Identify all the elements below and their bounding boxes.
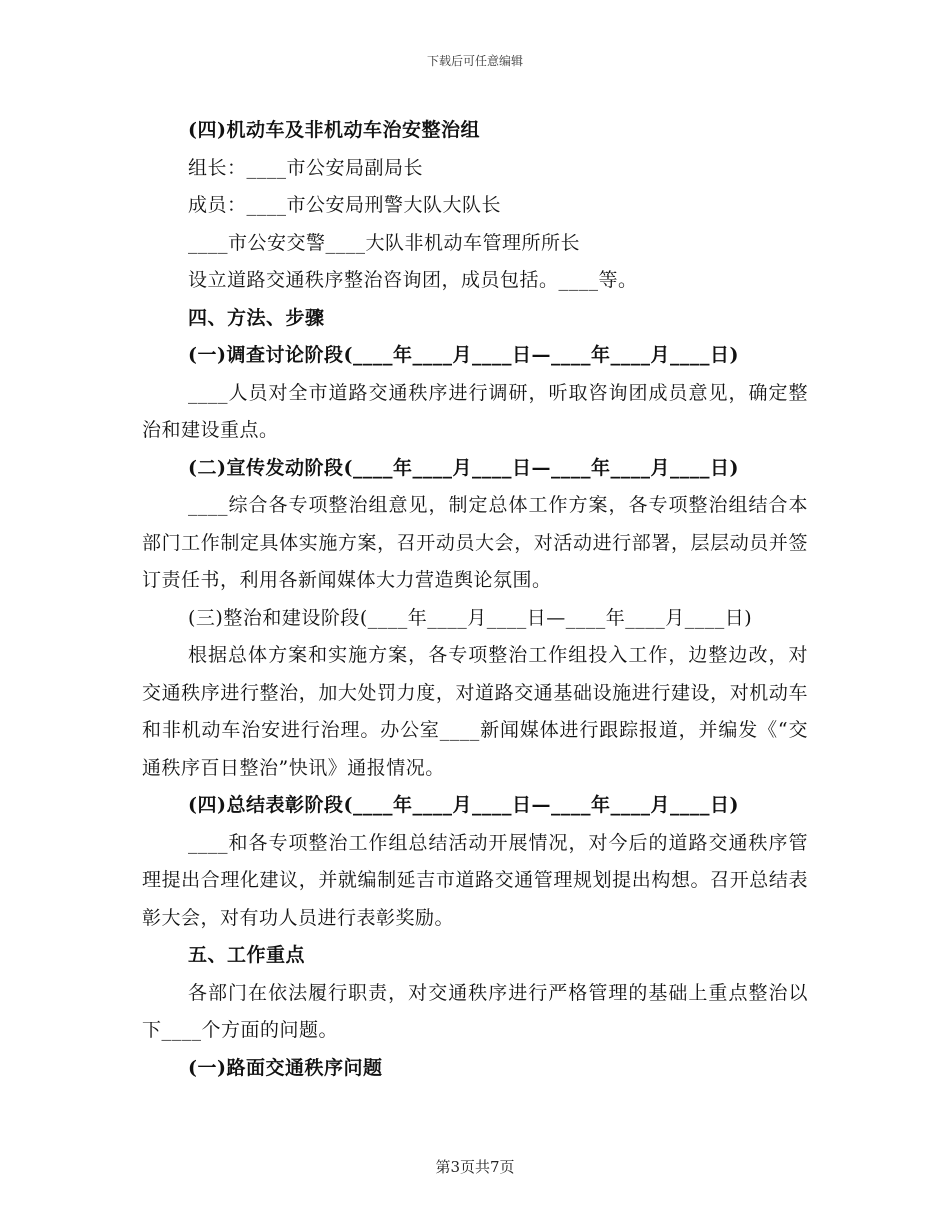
page-header: 下载后可任意编辑 [426,54,523,68]
section-heading: 五、工作重点 [188,944,306,966]
list-item: 组长：____市公安局副局长 [188,156,424,179]
paragraph: 设立道路交通秩序整治咨询团，成员包括。____等。 [188,269,638,291]
subsection-heading: (一)路面交通秩序问题 [188,1056,383,1079]
section-heading: 四、方法、步骤 [188,306,325,329]
page-footer: 第3页共7页 [435,1158,515,1176]
paragraph: ____综合各专项整治组意见，制定总体工作方案，各专项整治组结合本部门工作制定具体实施方案，召开动员大会，对活动进行部署，层层动员并签订责任书，利用各新闻媒体大力营造舆论氛围。 [142,494,808,591]
list-item: 成员：____市公安局刑警大队大队长 [188,194,502,216]
paragraph: 各部门在依法履行职责，对交通秩序进行严格管理的基础上重点整治以下____个方面的问题。 [142,981,808,1041]
stage-heading: (二)宣传发动阶段(____年____月____日—____年____月____日) [188,456,739,479]
stage-heading: (三)整治和建设阶段(____年____月____日—____年____月____日) [188,606,753,629]
document-body [142,112,808,1087]
stage-heading: (一)调查讨论阶段(____年____月____日—____年____月____日) [188,344,739,366]
stage-heading: (四)总结表彰阶段(____年____月____日—____年____月____日) [188,794,739,816]
paragraph: ____人员对全市道路交通秩序进行调研，听取咨询团成员意见，确定整治和建设重点。 [142,381,808,441]
list-item: ____市公安交警____大队非机动车管理所所长 [188,231,581,254]
paragraph: ____和各专项整治工作组总结活动开展情况，对今后的道路交通秩序管理提出合理化建议，并就编制延吉市道路交通管理规划提出构想。召开总结表彰大会，对有功人员进行表彰奖励。 [142,831,808,929]
section-heading: (四)机动车及非机动车治安整治组 [188,119,480,141]
paragraph: 根据总体方案和实施方案，各专项整治工作组投入工作，边整边改，对交通秩序进行整治，加大处罚力度，对道路交通基础设施进行建设，对机动车和非机动车治安进行治理。办公室____新闻媒体进行跟踪报道，并编发《“交通秩序百日整治”快讯》通报情况。 [142,644,808,779]
